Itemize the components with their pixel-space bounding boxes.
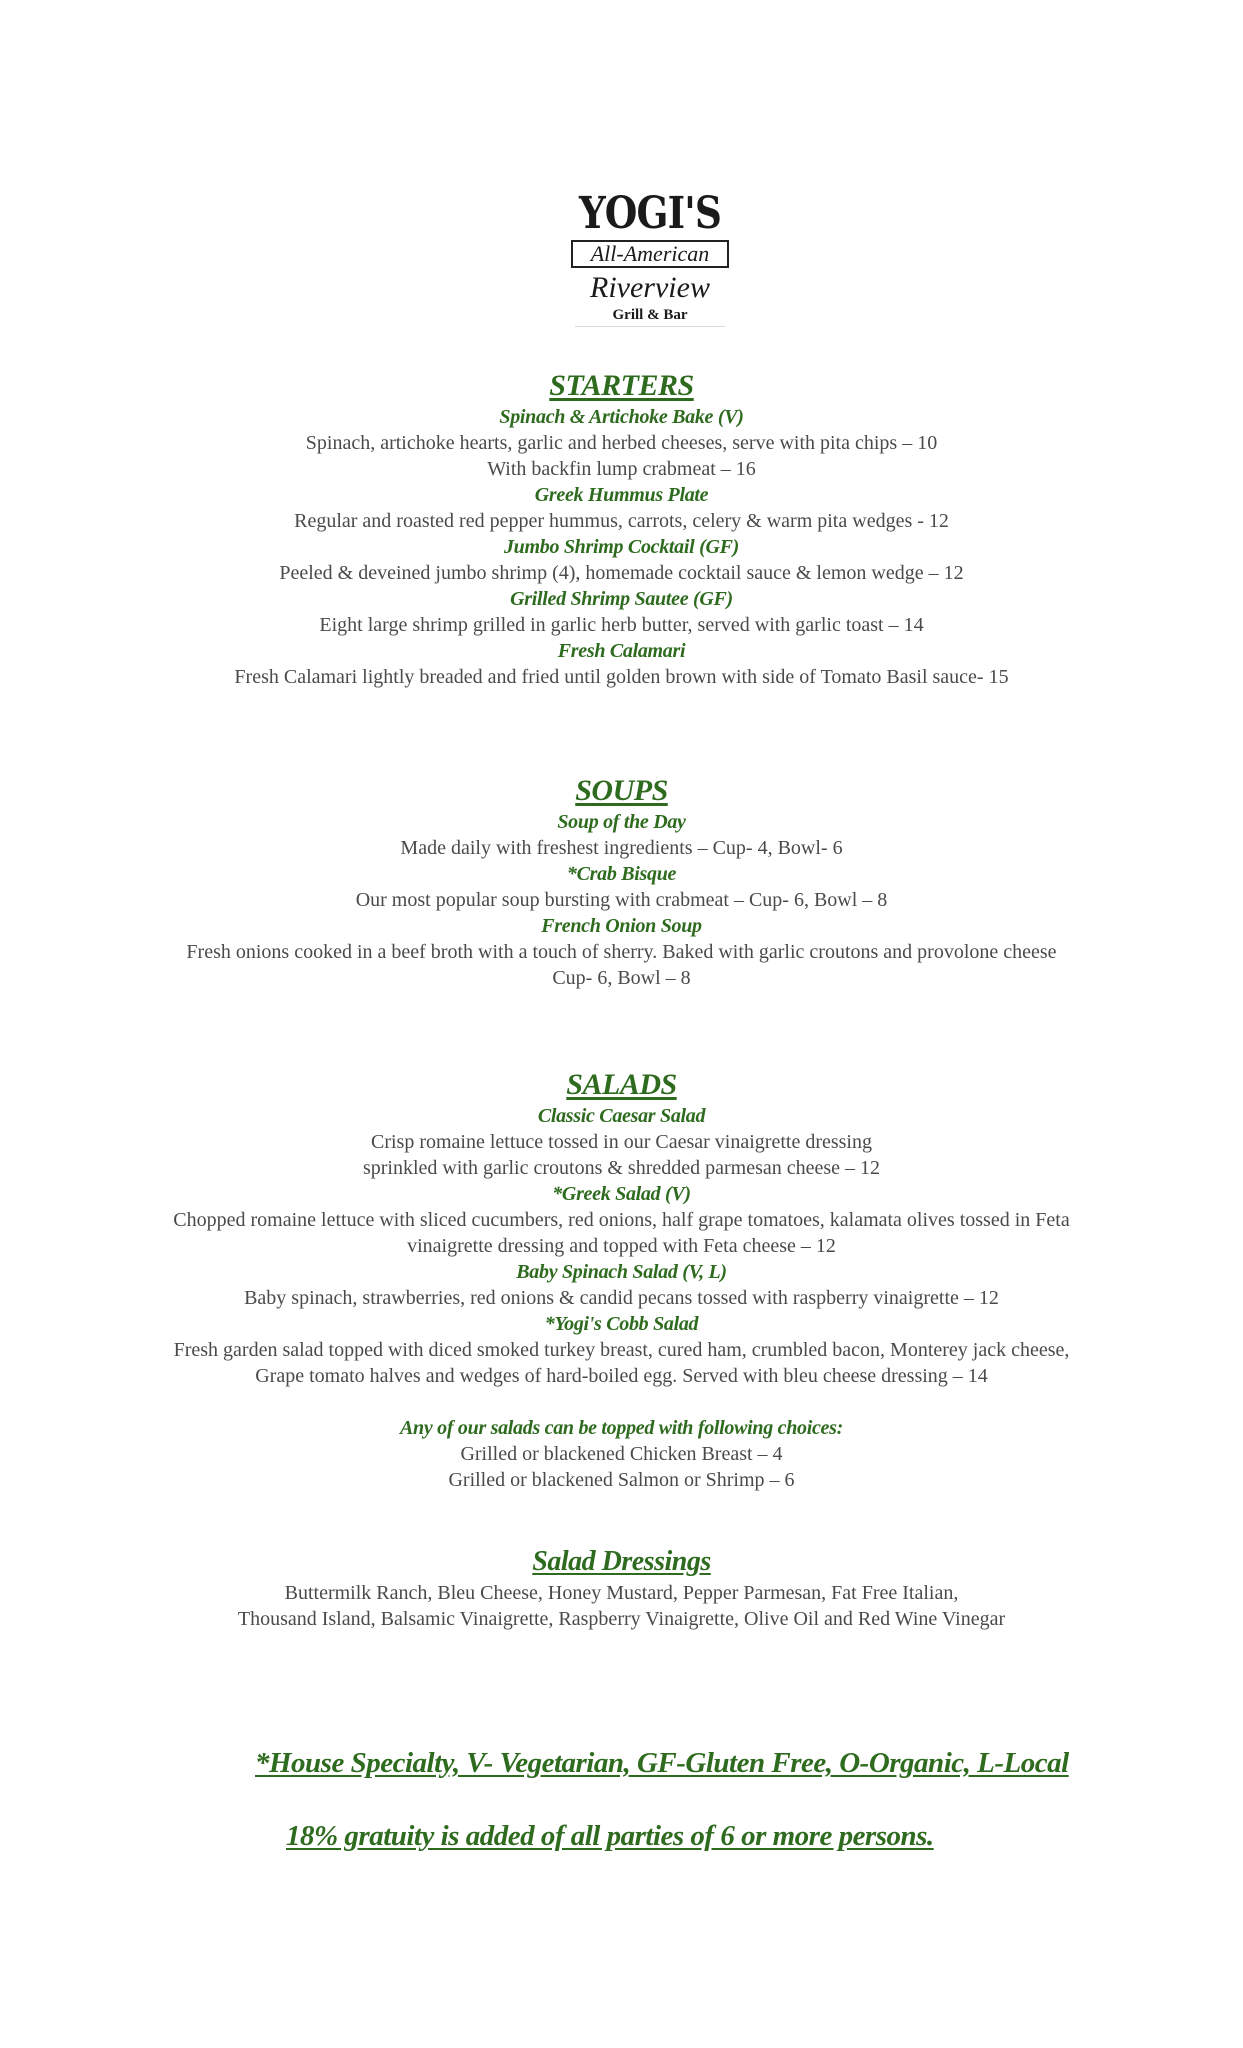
dressings-section [0,1544,1243,1632]
menu-item-name: Soup of the Day [557,811,686,833]
menu-item-name: Baby Spinach Salad (V, L) [516,1261,727,1283]
menu-item-desc: Baby spinach, strawberries, red onions & candid pecans tossed with raspberry vinaigrette – 12 [244,1287,999,1309]
starters-title: STARTERS [549,369,694,402]
dressings-list: Thousand Island, Balsamic Vinaigrette, Raspberry Vinaigrette, Olive Oil and Red Wine Vinegar [237,1608,1006,1630]
salad-toppings [0,1415,1243,1493]
restaurant-logo [560,190,740,335]
soups-section [0,773,1243,991]
menu-item-desc: Cup- 6, Bowl – 8 [552,967,691,989]
menu-item-name: Fresh Calamari [557,640,686,662]
topping-option: Grilled or blackened Chicken Breast – 4 [460,1443,783,1465]
logo-divider [575,326,725,327]
menu-item-name: Jumbo Shrimp Cocktail (GF) [503,536,739,558]
menu-item-name: *Yogi's Cobb Salad [544,1313,699,1335]
menu-item-desc: Our most popular soup bursting with crabmeat – Cup- 6, Bowl – 8 [355,889,888,911]
topping-option: Grilled or blackened Salmon or Shrimp – 6 [448,1469,795,1491]
menu-item-desc: sprinkled with garlic croutons & shredded parmesan cheese – 12 [362,1157,881,1179]
menu-item-desc: Fresh Calamari lightly breaded and fried until golden brown with side of Tomato Basil sauce- 15 [234,666,1009,688]
menu-item-name: Greek Hummus Plate [534,484,709,506]
menu-item-desc: Eight large shrimp grilled in garlic herb butter, served with garlic toast – 14 [319,614,924,636]
menu-item-name: *Crab Bisque [566,863,677,885]
toppings-heading: Any of our salads can be topped with following choices: [400,1417,843,1439]
menu-item-desc: vinaigrette dressing and topped with Feta cheese – 12 [407,1235,836,1257]
gratuity-note: 18% gratuity is added of all parties of 6 or more persons. [286,1820,934,1852]
menu-item-desc: Fresh garden salad topped with diced smoked turkey breast, cured ham, crumbled bacon, Monterey jack cheese, [173,1339,1070,1361]
dressings-title: Salad Dressings [532,1546,711,1577]
menu-item-desc: Grape tomato halves and wedges of hard-boiled egg. Served with bleu cheese dressing – 14 [255,1365,988,1387]
menu-item-name: French Onion Soup [541,915,702,937]
menu-item-name: Classic Caesar Salad [537,1105,706,1127]
salads-section [0,1067,1243,1389]
logo-tagline: All-American [571,240,729,268]
menu-item-name: Grilled Shrimp Sautee (GF) [510,588,733,610]
menu-legend: *House Specialty, V- Vegetarian, GF-Gluten Free, O-Organic, L-Local [255,1747,1069,1779]
menu-item-desc: With backfin lump crabmeat – 16 [487,458,756,480]
starters-section [0,368,1243,690]
salads-title: SALADS [566,1068,677,1101]
menu-item-desc: Crisp romaine lettuce tossed in our Caesar vinaigrette dressing [371,1131,872,1153]
menu-item-name: Spinach & Artichoke Bake (V) [499,406,744,428]
dressings-list: Buttermilk Ranch, Bleu Cheese, Honey Mustard, Pepper Parmesan, Fat Free Italian, [284,1582,959,1604]
menu-item-desc: Peeled & deveined jumbo shrimp (4), homemade cocktail sauce & lemon wedge – 12 [279,562,964,584]
menu-item-desc: Spinach, artichoke hearts, garlic and herbed cheeses, serve with pita chips – 10 [305,432,938,454]
menu-item-desc: Made daily with freshest ingredients – Cup- 4, Bowl- 6 [400,837,843,859]
menu-item-desc: Fresh onions cooked in a beef broth with a touch of sherry. Baked with garlic croutons and provolone cheese [186,941,1057,963]
soups-title: SOUPS [575,774,668,807]
menu-item-desc: Regular and roasted red pepper hummus, carrots, celery & warm pita wedges - 12 [294,510,949,532]
menu-item-name: *Greek Salad (V) [552,1183,691,1205]
menu-item-desc: Chopped romaine lettuce with sliced cucumbers, red onions, half grape tomatoes, kalamata olives tossed in Feta [173,1209,1070,1231]
logo-location: Riverview [590,271,710,304]
logo-name: YOGI'S [578,188,722,239]
logo-subtitle: Grill & Bar [612,307,688,323]
